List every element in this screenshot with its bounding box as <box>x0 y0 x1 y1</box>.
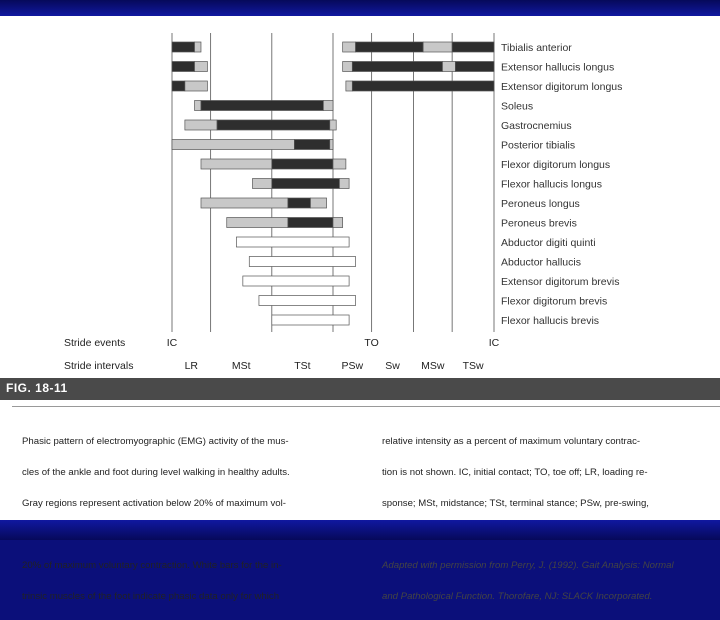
slide <box>0 16 720 602</box>
muscle-label: Abductor hallucis <box>501 256 581 269</box>
emg-bar-segment <box>333 159 346 169</box>
emg-bar-segment <box>172 62 195 72</box>
caption-credit-line: Adapted with permission from Perry, J. (1992). Gait Analysis: Normal <box>382 559 674 571</box>
caption-line: sponse; MSt, midstance; TSt, terminal stance; PSw, pre-swing, <box>382 497 649 509</box>
muscle-label: Soleus <box>501 100 534 113</box>
emg-bar-segment <box>249 257 355 267</box>
emg-bar-segment <box>172 42 195 52</box>
emg-bar-segment <box>201 159 272 169</box>
stride-interval-label: MSt <box>231 360 251 372</box>
stride-interval-label: TSw <box>462 360 484 372</box>
caption-line: 20% of maximum voluntary contraction. White bars for the in- <box>22 559 282 571</box>
caption-credit-line: and Pathological Function. Thorofare, NJ: SLACK Incorporated. <box>382 590 653 602</box>
figure-label: FIG. 18-11 <box>6 381 68 395</box>
emg-phasic-chart <box>0 16 720 378</box>
caption-line: Gray regions represent activation below 20% of maximum vol- <box>22 497 286 509</box>
caption-line: tion is not shown. IC, initial contact; TO, toe off; LR, loading re- <box>382 466 648 478</box>
caption-line: relative intensity as a percent of maximum voluntary contrac- <box>382 435 641 447</box>
emg-bar-segment <box>195 101 201 111</box>
emg-bar-segment <box>185 120 217 130</box>
stride-interval-label: Sw <box>385 360 400 372</box>
muscle-label: Flexor hallucis brevis <box>501 315 600 327</box>
emg-bar-segment <box>195 62 208 72</box>
muscle-label: Peroneus longus <box>501 198 580 210</box>
caption-divider <box>12 406 720 407</box>
stride-intervals-label: Stride intervals <box>64 360 134 372</box>
muscle-label: Abductor digiti quinti <box>501 237 596 249</box>
emg-bar-segment <box>352 81 494 91</box>
stride-events-label: Stride events <box>64 337 126 349</box>
stride-interval-label: LR <box>184 360 199 372</box>
emg-bar-segment <box>172 81 185 91</box>
muscle-label: Flexor hallucis longus <box>501 178 602 191</box>
emg-bar-segment <box>172 140 294 150</box>
emg-bar-segment <box>272 159 333 169</box>
muscle-label: Extensor digitorum longus <box>501 81 623 93</box>
muscle-label: Peroneus brevis <box>501 217 577 230</box>
emg-bar-segment <box>227 218 288 228</box>
muscle-label: Tibialis anterior <box>501 42 572 54</box>
slide-frame-top <box>0 0 720 16</box>
emg-bar-segment <box>452 42 494 52</box>
muscle-label: Extensor hallucis longus <box>501 61 615 74</box>
emg-bar-segment <box>343 62 353 72</box>
stride-interval-label: MSw <box>421 360 445 372</box>
emg-bar-segment <box>343 42 356 52</box>
emg-bar-segment <box>253 179 272 189</box>
emg-bar-segment <box>185 81 208 91</box>
caption-line: Phasic pattern of electromyographic (EMG) activity of the mus- <box>22 435 289 447</box>
emg-bar-segment <box>272 179 340 189</box>
caption-left <box>22 418 362 620</box>
emg-bar-segment <box>356 42 424 52</box>
emg-bar-segment <box>217 120 330 130</box>
emg-bar-segment <box>339 179 349 189</box>
emg-bar-segment <box>330 120 336 130</box>
emg-bar-segment <box>352 62 442 72</box>
stride-event-label: IC <box>166 337 178 349</box>
stride-event-label: IC <box>488 337 500 349</box>
emg-bar-segment <box>195 42 201 52</box>
emg-bar-segment <box>288 218 333 228</box>
muscle-label: Posterior tibialis <box>501 139 576 152</box>
muscle-label: Gastrocnemius <box>501 120 572 132</box>
emg-bar-segment <box>333 218 343 228</box>
muscle-label: Extensor digitorum brevis <box>501 276 620 288</box>
emg-bar-segment <box>310 198 326 208</box>
caption-right <box>382 418 712 620</box>
emg-bar-segment <box>236 237 349 247</box>
emg-bar-segment <box>346 81 352 91</box>
emg-bar-segment <box>423 42 452 52</box>
emg-bar-segment <box>330 140 333 150</box>
emg-bar-segment <box>442 62 455 72</box>
emg-bar-segment <box>288 198 311 208</box>
emg-bar-segment <box>259 296 356 306</box>
figure-label-bar <box>0 378 720 400</box>
stride-event-label: TO <box>364 337 379 349</box>
emg-bar-segment <box>201 101 323 111</box>
emg-bar-segment <box>243 276 349 286</box>
stride-interval-label: TSt <box>294 360 311 372</box>
muscle-label: Flexor digitorum brevis <box>501 295 608 308</box>
slide-frame-bottom <box>0 520 720 540</box>
caption-line: cles of the ankle and foot during level walking in healthy adults. <box>22 466 290 478</box>
emg-bar-segment <box>323 101 333 111</box>
muscle-label: Flexor digitorum longus <box>501 159 611 171</box>
stride-interval-label: PSw <box>341 360 364 372</box>
emg-bar-segment <box>455 62 494 72</box>
emg-bar-segment <box>294 140 329 150</box>
caption-line: trinsic muscles of the foot indicate phasic data only for which <box>22 590 280 602</box>
emg-bar-segment <box>201 198 288 208</box>
emg-bar-segment <box>272 315 349 325</box>
